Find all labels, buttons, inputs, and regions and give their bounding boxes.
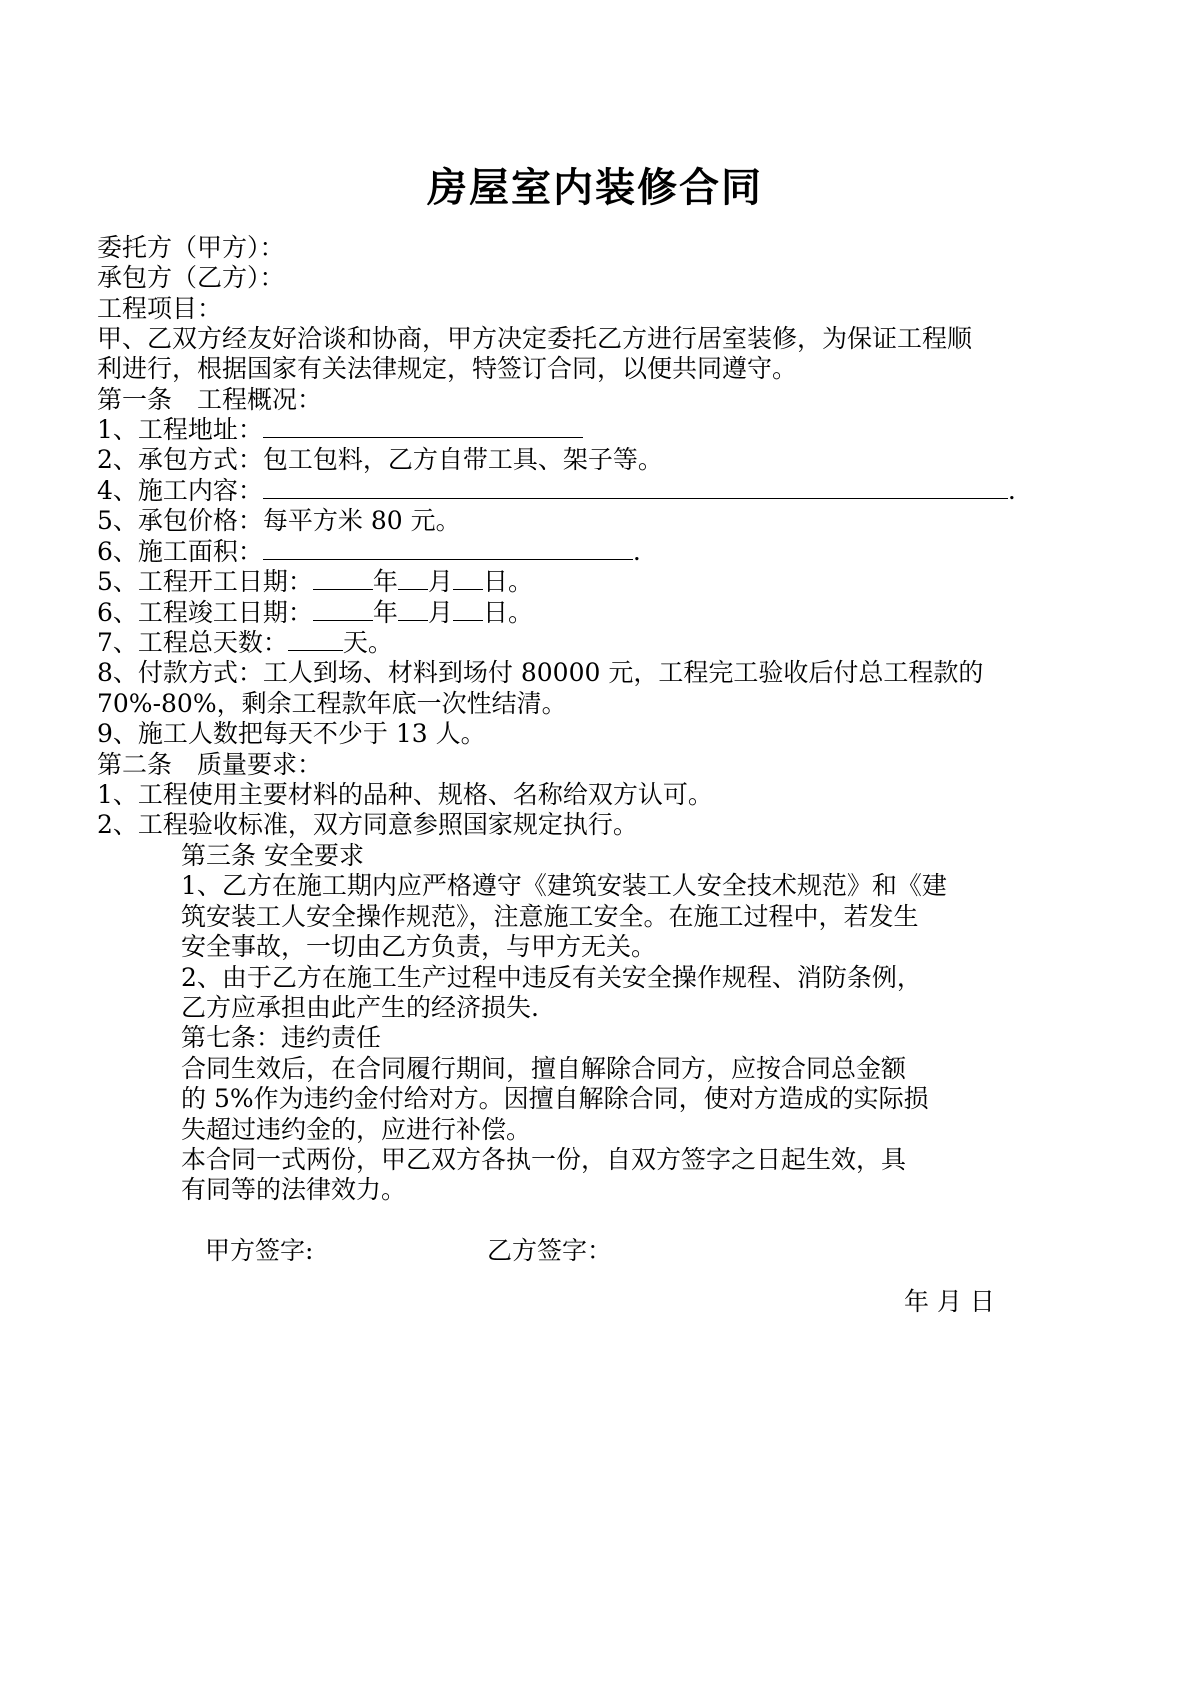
- signature-date: 年 月 日: [904, 1287, 995, 1316]
- area-blank: [263, 537, 633, 560]
- area-label: 6、施工面积：: [97, 537, 263, 566]
- article2-item: 2、工程验收标准，双方同意参照国家规定执行。: [97, 810, 638, 839]
- article7-line: 有同等的法律效力。: [181, 1175, 407, 1204]
- total-days-label: 7、工程总天数：: [97, 628, 288, 657]
- client-label: 委托方（甲方）：: [97, 233, 285, 262]
- article7-heading: 第七条：违约责任: [181, 1023, 382, 1052]
- day-text: 日。: [482, 598, 533, 627]
- month-blank: [398, 567, 428, 590]
- area-row: [97, 536, 641, 567]
- article3-line: 乙方应承担由此产生的经济损失.: [181, 993, 539, 1022]
- content-label: 4、施工内容：: [97, 476, 263, 505]
- article7-line: 本合同一式两份，甲乙双方各执一份，自双方签字之日起生效，具: [181, 1145, 907, 1174]
- year-blank: [313, 598, 373, 621]
- address-row: [97, 414, 583, 445]
- article2-item: 1、工程使用主要材料的品种、规格、名称给双方认可。: [97, 780, 713, 809]
- end-date-row: [97, 597, 533, 628]
- days-unit: 天。: [342, 628, 393, 657]
- article7-line: 合同生效后，在合同履行期间，擅自解除合同方，应按合同总金额: [181, 1054, 907, 1083]
- start-date-row: [97, 566, 533, 597]
- intro-line: 甲、乙双方经友好洽谈和协商，甲方决定委托乙方进行居室装修，为保证工程顺: [97, 324, 973, 353]
- total-days-row: [97, 627, 393, 658]
- price: 5、承包价格：每平方米 80 元。: [97, 506, 461, 535]
- content-row: [97, 475, 1016, 506]
- party-b-signature: 乙方签字：: [487, 1236, 613, 1265]
- month-blank: [398, 598, 428, 621]
- days-blank: [288, 628, 343, 651]
- payment-line: 8、付款方式：工人到场、材料到场付 80000 元，工程完工验收后付总工程款的: [97, 658, 984, 687]
- article3-line: 2、由于乙方在施工生产过程中违反有关安全操作规程、消防条例，: [181, 963, 922, 992]
- workers-line: 9、施工人数把每天不少于 13 人。: [97, 719, 486, 748]
- day-text: 日。: [482, 567, 533, 596]
- area-end: .: [632, 537, 641, 566]
- page-title: 房屋室内装修合同: [427, 164, 763, 211]
- content-end: .: [1007, 476, 1016, 505]
- article7-line: 的 5%作为违约金付给对方。因擅自解除合同，使对方造成的实际损: [181, 1084, 929, 1113]
- address-label: 1、工程地址：: [97, 415, 263, 444]
- party-a-signature: 甲方签字:: [205, 1236, 314, 1265]
- content-blank: [263, 476, 1008, 499]
- day-blank: [453, 567, 483, 590]
- year-text: 年: [372, 598, 398, 627]
- article3-heading: 第三条 安全要求: [181, 841, 364, 870]
- address-blank: [263, 415, 583, 438]
- article3-line: 安全事故，一切由乙方负责，与甲方无关。: [181, 932, 657, 961]
- project-label: 工程项目：: [97, 294, 223, 323]
- article3-line: 1、乙方在施工期内应严格遵守《建筑安装工人安全技术规范》和《建: [181, 871, 947, 900]
- start-date-label: 5、工程开工日期：: [97, 567, 313, 596]
- contractor-label: 承包方（乙方）：: [97, 263, 285, 292]
- contract-mode: 2、承包方式：包工包料，乙方自带工具、架子等。: [97, 445, 663, 474]
- year-text: 年: [372, 567, 398, 596]
- article3-line: 筑安装工人安全操作规范》，注意施工安全。在施工过程中，若发生: [181, 902, 919, 931]
- month-text: 月: [427, 598, 453, 627]
- intro-line: 利进行，根据国家有关法律规定，特签订合同，以便共同遵守。: [97, 354, 798, 383]
- day-blank: [453, 598, 483, 621]
- article1-heading: 第一条 工程概况：: [97, 385, 323, 414]
- month-text: 月: [427, 567, 453, 596]
- payment-line: 70%-80%，剩余工程款年底一次性结清。: [97, 689, 567, 718]
- article2-heading: 第二条 质量要求：: [97, 750, 323, 779]
- article7-line: 失超过违约金的，应进行补偿。: [181, 1115, 532, 1144]
- end-date-label: 6、工程竣工日期：: [97, 598, 313, 627]
- year-blank: [313, 567, 373, 590]
